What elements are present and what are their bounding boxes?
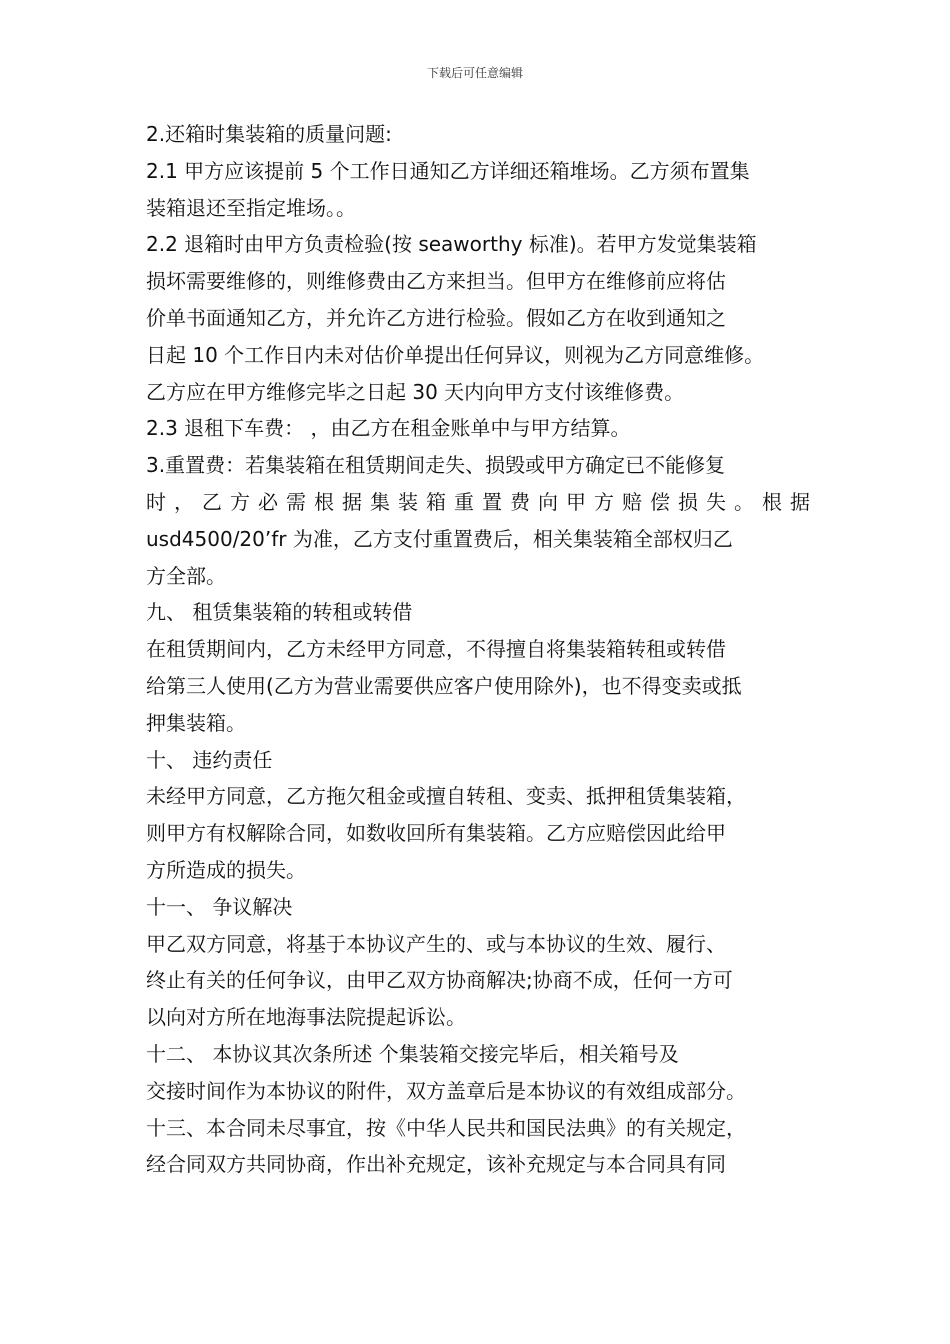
- text-line: 方全部。: [146, 563, 226, 588]
- text-line: 3.重置费：若集装箱在租赁期间走失、损毁或甲方确定已不能修复: [146, 453, 726, 478]
- text-line: 损坏需要维修的，则维修费由乙方来担当。但甲方在维修前应将估: [146, 269, 726, 294]
- text-line: 甲乙双方同意，将基于本协议产生的、或与本协议的生效、履行、: [146, 931, 726, 956]
- document-body: [146, 116, 810, 1183]
- text-line: 2.还箱时集装箱的质量问题:: [146, 122, 392, 146]
- text-line: 乙方应在甲方维修完毕之日起 30 天内向甲方支付该维修费。: [146, 379, 685, 404]
- text-line: 押集装箱。: [146, 710, 246, 735]
- text-line: 十三、本合同未尽事宜，按《中华人民共和国民法典》的有关规定，: [146, 1115, 746, 1140]
- text-line: 则甲方有权解除合同，如数收回所有集装箱。乙方应赔偿因此给甲: [146, 821, 726, 846]
- text-line: 经合同双方共同协商，作出补充规定，该补充规定与本合同具有同: [146, 1152, 726, 1177]
- text-line: 时 ， 乙 方 必 需 根 据 集 装 箱 重 置 费 向 甲 方 赔 偿 损 失 。 根 据: [146, 489, 810, 514]
- text-line: 十、 违约责任: [146, 747, 273, 772]
- text-line: 九、 租赁集装箱的转租或转借: [146, 600, 413, 625]
- text-line: 终止有关的任何争议，由甲乙双方协商解决;协商不成，任何一方可: [146, 968, 733, 993]
- text-line: 2.2 退箱时由甲方负责检验(按 seaworthy 标准)。若甲方发觉集装箱: [146, 232, 757, 257]
- text-line: 给第三人使用(乙方为营业需要供应客户使用除外)，也不得变卖或抵: [146, 673, 742, 698]
- text-line: 价单书面通知乙方，并允许乙方进行检验。假如乙方在收到通知之: [146, 305, 726, 330]
- text-line: 2.1 甲方应该提前 5 个工作日通知乙方详细还箱堆场。乙方须布置集: [146, 158, 750, 183]
- text-line: 未经甲方同意，乙方拖欠租金或擅自转租、变卖、抵押租赁集装箱，: [146, 784, 746, 809]
- text-line: 日起 10 个工作日内未对估价单提出任何异议，则视为乙方同意维修。: [146, 342, 765, 367]
- page-header: 下载后可任意编辑: [426, 66, 523, 80]
- text-line: 以向对方所在地海事法院提起诉讼。: [146, 1005, 466, 1030]
- text-line: 2.3 退租下车费： ，由乙方在租金账单中与甲方结算。: [146, 416, 631, 441]
- text-line: 交接时间作为本协议的附件，双方盖章后是本协议的有效组成部分。: [146, 1078, 746, 1103]
- text-line: 十二、 本协议其次条所述 个集装箱交接完毕后，相关箱号及: [146, 1041, 679, 1066]
- text-line: 方所造成的损失。: [146, 857, 306, 882]
- text-line: 十一、 争议解决: [146, 894, 293, 919]
- text-line: usd4500/20’fr 为准，乙方支付重置费后，相关集装箱全部权归乙: [146, 526, 733, 551]
- text-line: 在租赁期间内，乙方未经甲方同意，不得擅自将集装箱转租或转借: [146, 637, 726, 662]
- text-line: 装箱退还至指定堆场。。: [146, 195, 356, 220]
